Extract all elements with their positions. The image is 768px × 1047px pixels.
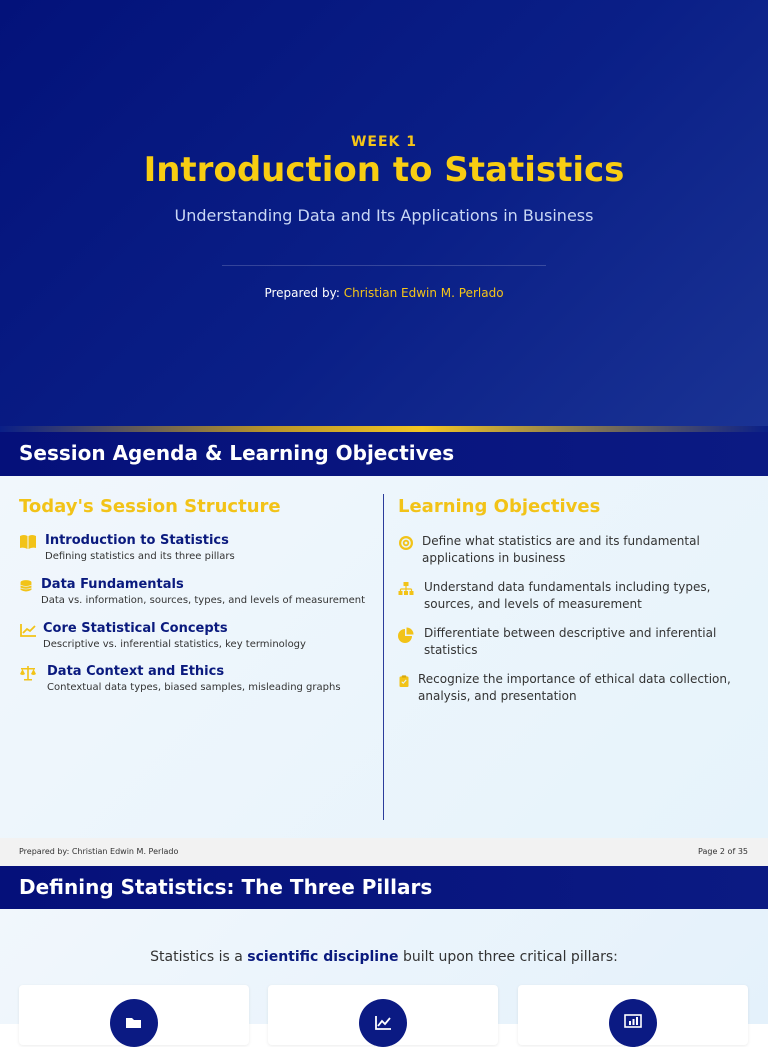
agenda-slide-header — [0, 432, 768, 476]
trend-chart-icon — [373, 1013, 393, 1033]
pie-chart-icon — [398, 627, 414, 643]
pillars-slide-title: Defining Statistics: The Three Pillars — [19, 875, 433, 899]
slide-footer — [0, 838, 768, 866]
agenda-column-title: Today's Session Structure — [19, 496, 281, 517]
pillar-icon-circle — [609, 999, 657, 1047]
pillar-card-collection — [19, 985, 249, 1045]
intro-text-end: built upon three critical pillars: — [398, 949, 618, 965]
sitemap-icon — [398, 581, 414, 597]
pillar-card-analysis — [268, 985, 498, 1045]
intro-emphasis: scientific discipline — [247, 949, 399, 965]
prepared-label: Prepared by: — [264, 286, 340, 300]
target-icon — [398, 535, 414, 551]
presentation-chart-icon — [623, 1013, 643, 1033]
column-divider — [383, 494, 384, 820]
page-subtitle: Understanding Data and Its Applications in Business — [174, 206, 594, 225]
objective-text: Recognize the importance of ethical data collection, analysis, and presentation — [418, 672, 731, 703]
agenda-item-desc: Descriptive vs. inferential statistics, key terminology — [43, 639, 306, 650]
objective-text: Understand data fundamentals including types, sources, and levels of measurement — [424, 580, 711, 611]
author-name: Christian Edwin M. Perlado — [343, 286, 504, 300]
book-icon — [19, 534, 37, 550]
title-divider — [222, 265, 546, 266]
agenda-item-title: Data Context and Ethics — [47, 664, 225, 679]
balance-scale-icon — [19, 665, 37, 681]
pillar-icon-circle — [110, 999, 158, 1047]
agenda-item-desc: Data vs. information, sources, types, and levels of measurement — [41, 595, 366, 606]
agenda-slide-title: Session Agenda & Learning Objectives — [19, 441, 455, 465]
pillars-intro — [0, 949, 768, 965]
folder-open-icon — [124, 1013, 144, 1033]
line-chart-icon — [19, 622, 37, 638]
agenda-item-title: Data Fundamentals — [41, 577, 184, 592]
prepared-by — [0, 286, 768, 300]
agenda-item-desc: Defining statistics and its three pillars — [45, 551, 235, 562]
page-title: Introduction to Statistics — [143, 150, 625, 190]
pillar-icon-circle — [359, 999, 407, 1047]
week-label: WEEK 1 — [350, 134, 418, 150]
database-icon — [19, 578, 33, 594]
objective-text: Define what statistics are and its fundamental applications in business — [422, 534, 700, 565]
objectives-column-title: Learning Objectives — [398, 496, 601, 517]
objective-text: Differentiate between descriptive and inferential statistics — [424, 626, 717, 657]
footer-author: Prepared by: Christian Edwin M. Perlado — [19, 847, 179, 856]
page-number: Page 2 of 35 — [698, 847, 748, 856]
title-slide — [0, 0, 768, 426]
pillars-slide-header — [0, 866, 768, 909]
clipboard-icon — [398, 673, 410, 689]
agenda-item-title: Introduction to Statistics — [45, 533, 229, 548]
pillars-slide-body — [0, 909, 768, 1024]
intro-text-start: Statistics is a — [150, 949, 248, 965]
agenda-item-desc: Contextual data types, biased samples, misleading graphs — [47, 682, 341, 693]
agenda-item-title: Core Statistical Concepts — [43, 621, 228, 636]
agenda-slide-body — [0, 476, 768, 838]
pillar-card-presentation — [518, 985, 748, 1045]
